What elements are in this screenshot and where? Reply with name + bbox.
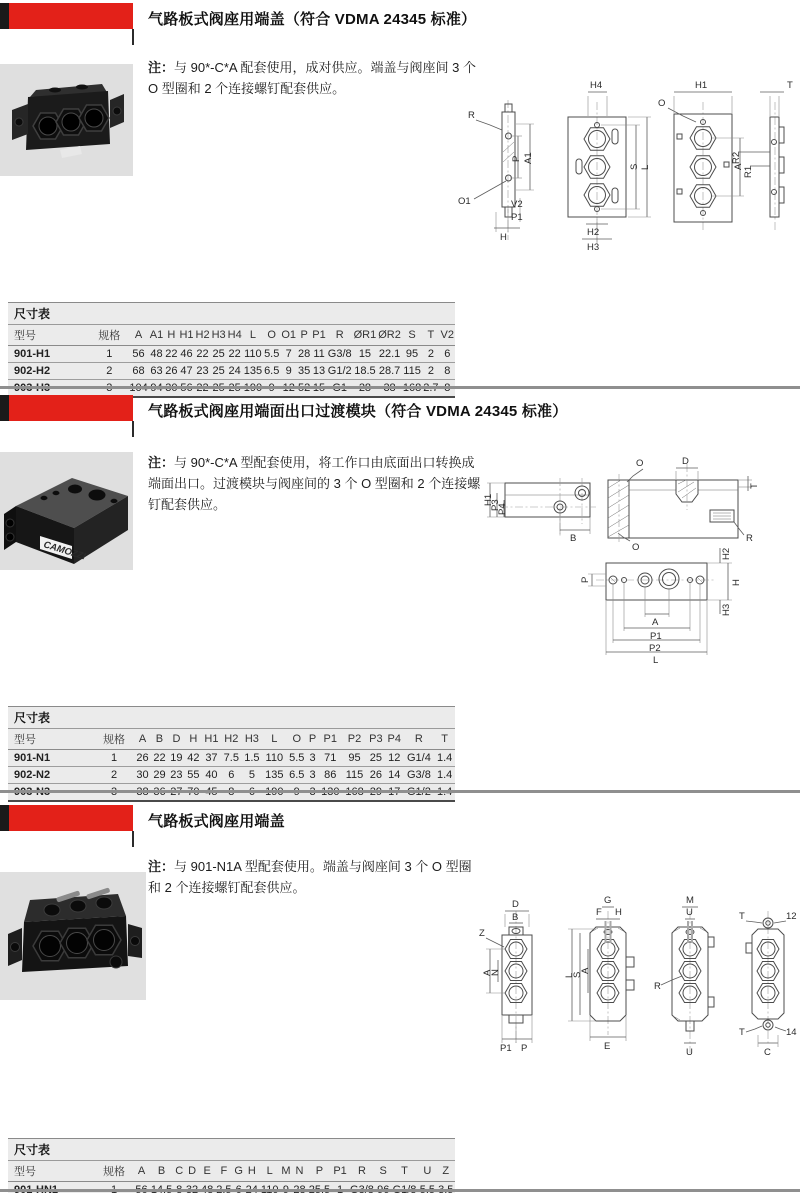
dim-label-A: A — [652, 617, 659, 628]
dim-label-L: L — [640, 164, 651, 170]
column-header: T — [434, 729, 455, 750]
dim-cell: 5 — [242, 767, 263, 784]
dim-label-P4: P4 — [497, 503, 508, 515]
dim-cell: 135 — [262, 767, 286, 784]
model-cell: 902-N2 — [8, 767, 94, 784]
dim-cell: 9 — [280, 363, 297, 380]
column-header: T — [422, 325, 439, 346]
dim-cell: G1/2 — [327, 363, 353, 380]
header-row — [8, 325, 455, 346]
dim-label-P: P — [511, 155, 522, 162]
column-header: ØR1 — [353, 325, 378, 346]
dim-label-14: 14 — [786, 1027, 797, 1038]
dim-label-H3: H3 — [721, 603, 732, 616]
dim-label-A2: A — [580, 967, 591, 974]
dim-cell: 2 — [422, 346, 439, 363]
dim-cell: 110 — [262, 750, 286, 767]
column-header: H — [244, 1161, 259, 1182]
dim-cell: 22 — [164, 346, 178, 363]
dim-cell: 22.1 — [377, 346, 402, 363]
dim-cell: 11 — [311, 346, 326, 363]
dim-cell: 1.5 — [242, 750, 263, 767]
column-header: P1 — [311, 325, 326, 346]
dim-cell: 7.5 — [221, 750, 242, 767]
table-caption: 尺寸表 — [8, 1138, 455, 1161]
column-header: P4 — [385, 729, 403, 750]
dim-label-T-top: T — [739, 911, 745, 922]
dim-label-L: L — [564, 972, 575, 978]
dim-label-T: T — [749, 483, 760, 489]
dim-cell: 6.5 — [263, 363, 280, 380]
dim-cell: 3 — [307, 767, 318, 784]
column-header: B — [151, 729, 168, 750]
column-header: D — [184, 1161, 199, 1182]
dim-cell: 47 — [178, 363, 194, 380]
dim-label-T-bottom: T — [739, 1027, 745, 1038]
table-caption: 尺寸表 — [8, 302, 455, 325]
dim-cell: 2 — [90, 363, 128, 380]
technical-drawing-end-cover — [450, 72, 800, 257]
dim-label-F: F — [596, 907, 602, 918]
column-header: L — [262, 729, 286, 750]
column-header: M — [280, 1161, 292, 1182]
column-header: A1 — [149, 325, 164, 346]
column-header: H1 — [202, 729, 221, 750]
dim-cell: 25 — [211, 346, 227, 363]
column-header: H — [164, 325, 178, 346]
dim-label-R1: R1 — [743, 165, 754, 178]
dim-cell: 19 — [168, 750, 185, 767]
page-title: 气路板式阀座用端盖（符合 VDMA 24345 标准） — [148, 11, 477, 28]
dim-label-R: R — [746, 533, 753, 544]
dim-cell: 35 — [297, 363, 311, 380]
dim-label-B: B — [512, 912, 519, 923]
dim-cell: G3/8 — [327, 346, 353, 363]
note-text: 注：与 90*-C*A 配套使用，成对供应。端盖与阀座间 3 个 O 型圈和 2 个连接螺钉配套供应。 — [148, 60, 476, 97]
section-band-tail — [132, 421, 134, 437]
note-label: 注： — [148, 455, 175, 470]
technical-drawing-transition-module — [480, 438, 800, 678]
column-header: G — [233, 1161, 244, 1182]
dim-cell: 1 — [94, 750, 134, 767]
dim-label-V2: V2 — [511, 199, 523, 210]
dim-label-P2: P2 — [649, 643, 661, 654]
column-header: A — [134, 729, 151, 750]
dim-label-R: R — [468, 110, 475, 121]
dim-label-N: N — [490, 969, 501, 976]
column-header: H1 — [178, 325, 194, 346]
dim-cell: 6 — [440, 346, 455, 363]
dim-cell: 1 — [90, 346, 128, 363]
dim-label-P: P — [521, 1043, 528, 1054]
end-cover-photo-graphic — [0, 64, 133, 176]
section-red-band — [0, 805, 133, 831]
dim-cell: 2 — [94, 767, 134, 784]
dim-label-P1: P1 — [650, 631, 662, 642]
column-header: Z — [437, 1161, 455, 1182]
section-band-tail — [132, 29, 134, 45]
dim-cell: 115 — [402, 363, 422, 380]
brand-text: CAMOZZI — [42, 539, 87, 563]
dim-cell: 42 — [185, 750, 202, 767]
product-photo-transition-module — [0, 452, 133, 570]
dim-cell: 26 — [164, 363, 178, 380]
dim-cell: 30 — [134, 767, 151, 784]
dim-cell: 29 — [151, 767, 168, 784]
dim-cell: 22 — [227, 346, 243, 363]
end-cover-plain-photo-graphic — [0, 872, 146, 1000]
column-header: P1 — [332, 1161, 348, 1182]
column-header: P — [307, 729, 318, 750]
column-header: C — [174, 1161, 185, 1182]
note-text: 注：与 901-N1A 型配套使用。端盖与阀座间 3 个 O 型圈和 2 个连接螺钉配套供应。 — [148, 859, 472, 896]
model-cell: 901-H1 — [8, 346, 90, 363]
column-header: ØR2 — [377, 325, 402, 346]
product-photo-end-cover-plain — [0, 872, 146, 1000]
column-header: N — [292, 1161, 307, 1182]
dim-cell: 15 — [353, 346, 378, 363]
column-header: B — [149, 1161, 174, 1182]
dim-label-O-bottom: O — [632, 542, 640, 553]
dim-label-O1: O1 — [458, 196, 471, 207]
dim-label-T: T — [787, 80, 793, 91]
dim-label-O: O — [658, 98, 666, 109]
dim-cell: 40 — [202, 767, 221, 784]
technical-drawing-end-cover-plain — [458, 885, 800, 1065]
dim-label-A1: A1 — [523, 152, 534, 164]
dim-cell: 8 — [440, 363, 455, 380]
header-row — [8, 729, 455, 750]
dim-cell: 95 — [402, 346, 422, 363]
note-text: 注：与 90*-C*A 型配套使用，将工作口由底面出口转换成端面出口。过渡模块与阀座间的 3 个 O 型圈和 2 个连接螺钉配套供应。 — [148, 455, 481, 513]
dim-label-Z: Z — [479, 928, 485, 939]
page-title: 气路板式阀座用端面出口过渡模块（符合 VDMA 24345 标准） — [148, 403, 568, 420]
column-header: H4 — [227, 325, 243, 346]
dim-label-H1: H1 — [483, 493, 494, 506]
dim-cell: 22 — [151, 750, 168, 767]
model-cell: 902-H2 — [8, 363, 90, 380]
dim-cell: 63 — [149, 363, 164, 380]
section-divider — [0, 790, 800, 793]
dim-cell: 23 — [168, 767, 185, 784]
column-header: H3 — [242, 729, 263, 750]
dim-label-D: D — [512, 899, 519, 910]
column-header: E — [200, 1161, 215, 1182]
dim-cell: 115 — [342, 767, 366, 784]
column-header: H2 — [221, 729, 242, 750]
dim-label-L: L — [653, 655, 659, 666]
dim-cell: 25 — [211, 363, 227, 380]
dim-cell: 24 — [227, 363, 243, 380]
column-header: H3 — [211, 325, 227, 346]
column-header: P — [297, 325, 311, 346]
note-label: 注： — [148, 859, 175, 874]
dim-cell: 68 — [128, 363, 148, 380]
dim-cell: 3 — [307, 750, 318, 767]
dim-cell: 14 — [385, 767, 403, 784]
dim-label-A: A — [733, 163, 744, 170]
dim-cell: 2 — [422, 363, 439, 380]
dim-cell: 26 — [367, 767, 385, 784]
dim-label-S: S — [629, 163, 640, 170]
dim-label-O-top: O — [636, 458, 644, 469]
dim-label-H: H — [615, 907, 622, 918]
column-header: 型号 — [8, 1161, 94, 1182]
column-header: H2 — [195, 325, 211, 346]
dim-label-P1: P1 — [500, 1043, 512, 1054]
column-header: R — [348, 1161, 375, 1182]
page-title: 气路板式阀座用端盖 — [148, 813, 285, 830]
dim-cell: 13 — [311, 363, 326, 380]
dimension-table-end-cover — [8, 302, 455, 398]
dim-cell: 23 — [195, 363, 211, 380]
dim-label-H3: H3 — [587, 242, 600, 253]
column-header: O1 — [280, 325, 297, 346]
dim-label-B: B — [570, 533, 577, 544]
column-header: L — [259, 1161, 280, 1182]
dim-cell: 95 — [342, 750, 366, 767]
dim-label-R2: R2 — [731, 151, 742, 164]
column-header: 规格 — [90, 325, 128, 346]
column-header: V2 — [440, 325, 455, 346]
section-divider — [0, 386, 800, 389]
table-row — [8, 767, 455, 784]
dim-label-P: P — [580, 576, 591, 583]
dim-label-A: A — [482, 969, 493, 976]
dim-cell: 46 — [178, 346, 194, 363]
dim-cell: 6.5 — [286, 767, 307, 784]
section-divider — [0, 1189, 800, 1192]
dim-label-12: 12 — [786, 911, 797, 922]
dim-cell: 86 — [318, 767, 342, 784]
column-header: 规格 — [94, 729, 134, 750]
column-header: R — [404, 729, 435, 750]
dim-cell: 5.5 — [286, 750, 307, 767]
dim-cell: 135 — [243, 363, 263, 380]
model-cell: 901-N1 — [8, 750, 94, 767]
dim-label-H4: H4 — [590, 80, 603, 91]
column-header: 型号 — [8, 729, 94, 750]
dim-cell: 25 — [367, 750, 385, 767]
product-photo-end-cover — [0, 64, 133, 176]
column-header: A — [134, 1161, 149, 1182]
section-red-band — [0, 395, 133, 421]
column-header: P1 — [318, 729, 342, 750]
table-row — [8, 750, 455, 767]
transition-module-photo-graphic — [0, 452, 133, 570]
column-header: H — [185, 729, 202, 750]
column-header: P2 — [342, 729, 366, 750]
column-header: S — [376, 1161, 391, 1182]
dim-cell: 12 — [385, 750, 403, 767]
dim-cell: 7 — [280, 346, 297, 363]
dim-cell: 26 — [134, 750, 151, 767]
dim-cell: 56 — [128, 346, 148, 363]
dim-label-U-bottom: U — [686, 1047, 693, 1058]
dim-cell: G3/8 — [404, 767, 435, 784]
dim-label-H2: H2 — [721, 547, 732, 560]
section-red-band — [0, 3, 133, 29]
dim-cell: 28.7 — [377, 363, 402, 380]
dim-label-H: H — [500, 232, 507, 243]
dim-cell: G1/4 — [404, 750, 435, 767]
dim-cell: 18.5 — [353, 363, 378, 380]
column-header: A — [128, 325, 148, 346]
dim-cell: 22 — [195, 346, 211, 363]
dim-label-R: R — [654, 981, 661, 992]
dim-label-H1: H1 — [695, 80, 708, 91]
dim-label-C: C — [764, 1047, 771, 1058]
table-caption: 尺寸表 — [8, 706, 455, 729]
dim-label-G: G — [604, 895, 612, 906]
dimension-table-end-cover-plain — [8, 1138, 455, 1193]
dim-label-D: D — [682, 456, 689, 467]
column-header: L — [243, 325, 263, 346]
dim-label-H: H — [731, 579, 742, 586]
dim-cell: 28 — [297, 346, 311, 363]
dim-cell: 1.4 — [434, 750, 455, 767]
column-header: O — [263, 325, 280, 346]
column-header: P3 — [367, 729, 385, 750]
dim-label-P3: P3 — [490, 499, 501, 511]
section-band-tail — [132, 831, 134, 847]
dim-cell: 48 — [149, 346, 164, 363]
dim-label-P1: P1 — [511, 212, 523, 223]
dim-label-S: S — [572, 971, 583, 978]
table-row — [8, 346, 455, 363]
column-header: D — [168, 729, 185, 750]
column-header: U — [418, 1161, 436, 1182]
dim-label-M: M — [686, 895, 694, 906]
header-row — [8, 1161, 455, 1182]
dimension-table-transition-module — [8, 706, 455, 802]
dim-cell: 55 — [185, 767, 202, 784]
column-header: R — [327, 325, 353, 346]
column-header: O — [286, 729, 307, 750]
dim-cell: 71 — [318, 750, 342, 767]
dim-cell: 1.4 — [434, 767, 455, 784]
dim-label-U: U — [686, 907, 693, 918]
note-label: 注： — [148, 60, 175, 75]
column-header: F — [215, 1161, 233, 1182]
dim-label-E: E — [604, 1041, 611, 1052]
dim-cell: 37 — [202, 750, 221, 767]
column-header: T — [391, 1161, 418, 1182]
dim-cell: 110 — [243, 346, 263, 363]
column-header: 型号 — [8, 325, 90, 346]
dim-cell: 5.5 — [263, 346, 280, 363]
column-header: P — [307, 1161, 332, 1182]
dim-cell: 6 — [221, 767, 242, 784]
column-header: S — [402, 325, 422, 346]
table-row — [8, 363, 455, 380]
dim-label-H2: H2 — [587, 227, 600, 238]
column-header: 规格 — [94, 1161, 134, 1182]
